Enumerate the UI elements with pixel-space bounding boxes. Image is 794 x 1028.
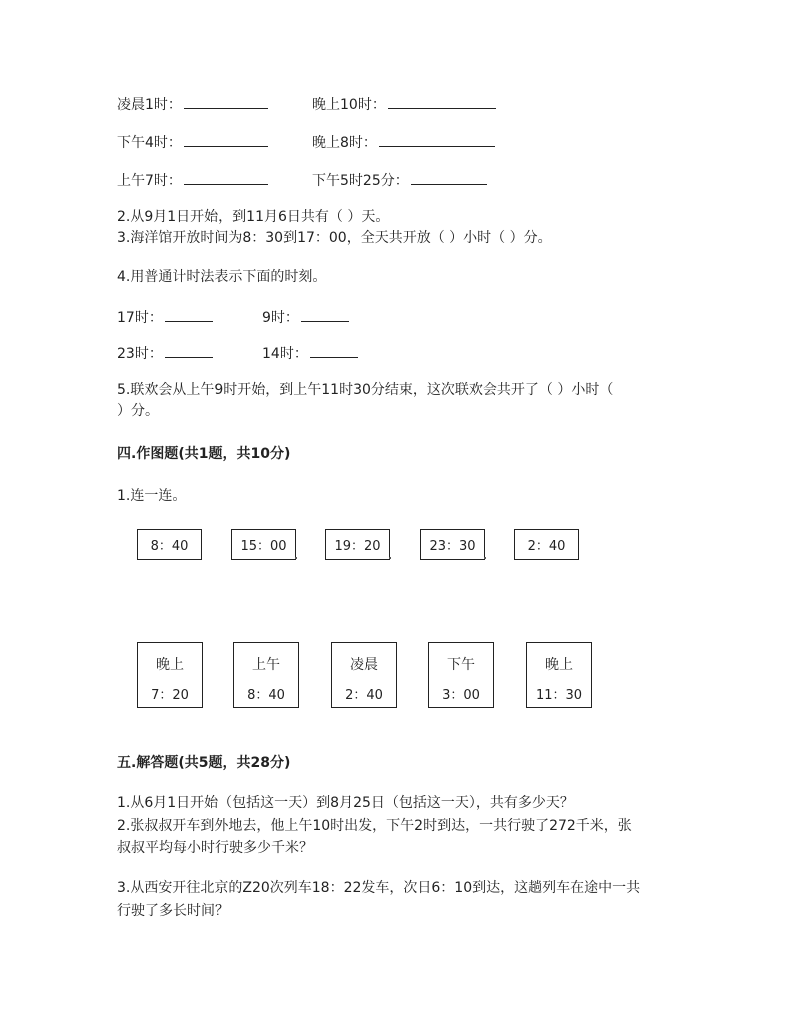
top-time-box-label: 2：40 — [527, 539, 566, 554]
section-5-question-1: 1.从6月1日开始（包括这一天）到8月25日（包括这一天），共有多少天？ — [117, 795, 574, 811]
answer-blank[interactable] — [411, 170, 487, 185]
section-5-question-2-line-2: 叔叔平均每小时行驶多少千米？ — [117, 840, 313, 856]
section-5-question-3-line-2: 行驶了多长时间？ — [117, 903, 229, 919]
q1-row-2-right-label: 晚上8时： — [312, 135, 377, 151]
bottom-box-time: 8：40 — [247, 688, 285, 703]
q1-row-1 — [117, 94, 268, 115]
q4-row-1-right-label: 9时： — [262, 310, 299, 326]
bottom-box-period: 下午 — [447, 657, 475, 673]
question-4: 4.用普通计时法表示下面的时刻。 — [117, 269, 327, 285]
answer-blank[interactable] — [310, 343, 358, 358]
answer-blank[interactable] — [165, 343, 213, 358]
top-time-box-1[interactable] — [137, 529, 202, 560]
q4-row-2-right — [262, 343, 358, 364]
top-time-box-label: 8：40 — [150, 539, 189, 554]
connect-dot — [295, 557, 297, 559]
q1-row-1-right-label: 晚上10时： — [312, 97, 386, 113]
section-5-heading: 五.解答题(共5题，共28分) — [117, 755, 291, 771]
bottom-box-time: 3：00 — [442, 688, 480, 703]
bottom-box-time: 11：30 — [535, 688, 583, 703]
bottom-time-box-5[interactable] — [526, 642, 592, 708]
q4-row-1 — [117, 307, 213, 328]
q1-row-1-right — [312, 94, 496, 115]
connect-dot — [389, 557, 391, 559]
answer-blank[interactable] — [301, 307, 349, 322]
section-4-heading: 四.作图题(共1题，共10分) — [117, 446, 291, 462]
top-time-box-2[interactable] — [231, 529, 296, 560]
bottom-box-period: 凌晨 — [350, 657, 378, 673]
q1-row-1-left-label: 凌晨1时： — [117, 97, 182, 113]
top-time-box-label: 23：30 — [429, 539, 476, 554]
answer-blank[interactable] — [165, 307, 213, 322]
q1-row-2-right — [312, 132, 495, 153]
top-time-box-5[interactable] — [514, 529, 579, 560]
question-3: 3.海洋馆开放时间为8：30到17：00，全天共开放（ ）小时（ ）分。 — [117, 230, 552, 246]
top-time-box-4[interactable] — [420, 529, 485, 560]
q1-row-3-right — [312, 170, 487, 191]
connect-dot — [484, 557, 486, 559]
top-time-box-label: 15：00 — [240, 539, 287, 554]
bottom-time-box-3[interactable] — [331, 642, 397, 708]
top-time-box-3[interactable] — [325, 529, 390, 560]
q4-row-1-left-label: 17时： — [117, 310, 163, 326]
section-4-question-1: 1.连一连。 — [117, 488, 187, 504]
q1-row-3-right-label: 下午5时25分： — [312, 173, 409, 189]
q4-row-1-right — [262, 307, 349, 328]
bottom-box-time: 2：40 — [345, 688, 383, 703]
q1-row-2 — [117, 132, 268, 153]
answer-blank[interactable] — [184, 170, 268, 185]
q4-row-2 — [117, 343, 213, 364]
bottom-box-period: 上午 — [252, 657, 280, 673]
answer-blank[interactable] — [184, 132, 268, 147]
bottom-box-period: 晚上 — [545, 657, 573, 673]
question-2: 2.从9月1日开始，到11月6日共有（ ）天。 — [117, 209, 390, 225]
bottom-box-time: 7：20 — [151, 688, 189, 703]
q1-row-3-left-label: 上午7时： — [117, 173, 182, 189]
bottom-box-period: 晚上 — [156, 657, 184, 673]
top-time-box-label: 19：20 — [334, 539, 381, 554]
q1-row-2-left-label: 下午4时： — [117, 135, 182, 151]
section-5-question-2-line-1: 2.张叔叔开车到外地去，他上午10时出发，下午2时到达，一共行驶了272千米，张 — [117, 818, 632, 834]
q1-row-3 — [117, 170, 268, 191]
bottom-time-box-2[interactable] — [233, 642, 299, 708]
answer-blank[interactable] — [388, 94, 496, 109]
question-5-line-2: ）分。 — [117, 403, 159, 419]
q4-row-2-left-label: 23时： — [117, 346, 163, 362]
bottom-time-box-4[interactable] — [428, 642, 494, 708]
q4-row-2-right-label: 14时： — [262, 346, 308, 362]
bottom-time-box-1[interactable] — [137, 642, 203, 708]
section-5-question-3-line-1: 3.从西安开往北京的Z20次列车18：22发车，次日6：10到达，这趟列车在途中一共 — [117, 880, 641, 896]
answer-blank[interactable] — [184, 94, 268, 109]
answer-blank[interactable] — [379, 132, 495, 147]
question-5-line-1: 5.联欢会从上午9时开始，到上午11时30分结束，这次联欢会共开了（ ）小时（ — [117, 382, 614, 398]
